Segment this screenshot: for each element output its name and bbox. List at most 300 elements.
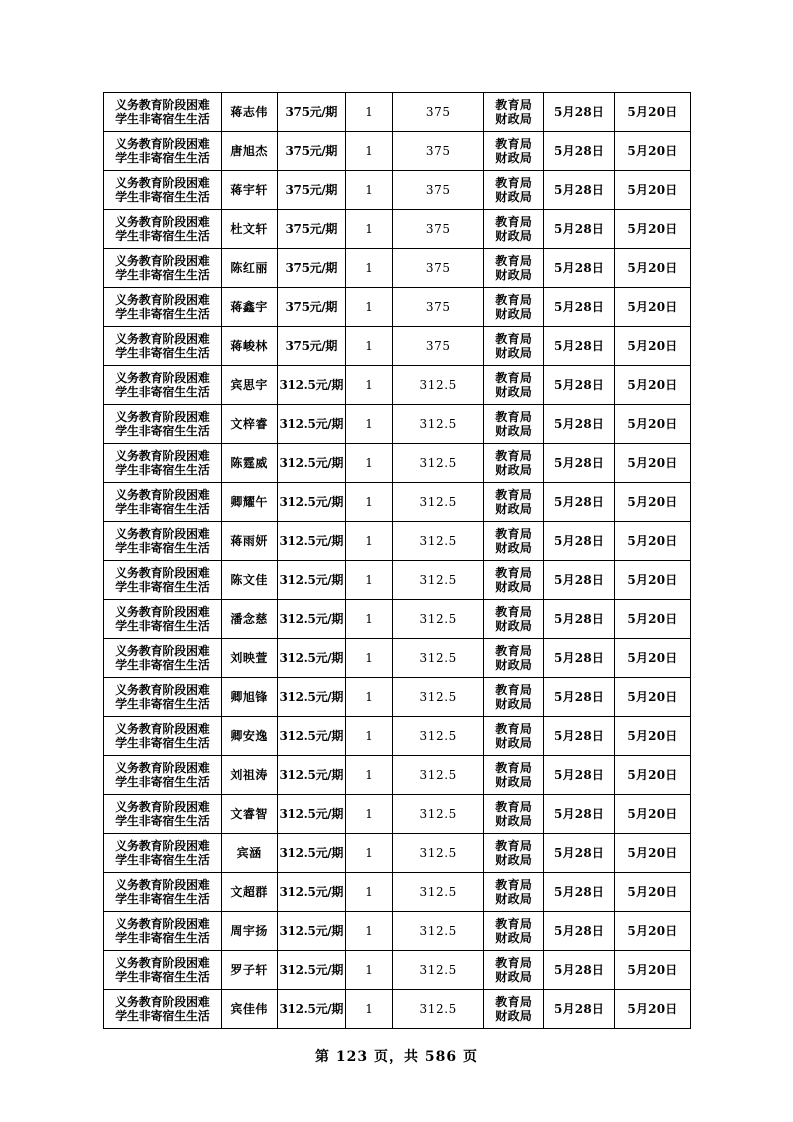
- project-line-1: 义务教育阶段困难: [115, 799, 210, 814]
- cell-department: [484, 366, 544, 405]
- cell-department: [484, 561, 544, 600]
- project-line-2: 学生非寄宿生生活: [115, 112, 210, 126]
- cell-standard: 312.5元/期: [277, 366, 346, 405]
- project-line-1: 义务教育阶段困难: [115, 721, 210, 736]
- table-row: [104, 600, 691, 639]
- cell-project: [104, 717, 222, 756]
- cell-date-1: 5月28日: [544, 327, 615, 366]
- cell-student-name: 陈文佳: [221, 561, 277, 600]
- cell-department: [484, 93, 544, 132]
- cell-amount: 375: [393, 249, 484, 288]
- subsidy-table-body: [104, 93, 691, 1029]
- cell-project: [104, 639, 222, 678]
- cell-standard: 375元/期: [277, 327, 346, 366]
- department-line-1: 教育局: [495, 682, 533, 697]
- cell-count: 1: [346, 249, 393, 288]
- cell-department: [484, 678, 544, 717]
- cell-student-name: 蒋宇轩: [221, 171, 277, 210]
- cell-count: 1: [346, 600, 393, 639]
- department-line-2: 财政局: [495, 658, 533, 672]
- cell-count: 1: [346, 717, 393, 756]
- cell-amount: 375: [393, 132, 484, 171]
- cell-department: [484, 249, 544, 288]
- cell-amount: 375: [393, 210, 484, 249]
- cell-student-name: 卿安逸: [221, 717, 277, 756]
- project-line-1: 义务教育阶段困难: [115, 214, 210, 229]
- cell-student-name: 宾涵: [221, 834, 277, 873]
- cell-amount: 312.5: [393, 912, 484, 951]
- cell-department: [484, 600, 544, 639]
- cell-date-1: 5月28日: [544, 93, 615, 132]
- cell-count: 1: [346, 990, 393, 1029]
- cell-date-2: 5月20日: [614, 444, 690, 483]
- cell-date-1: 5月28日: [544, 210, 615, 249]
- cell-amount: 312.5: [393, 951, 484, 990]
- cell-project: [104, 210, 222, 249]
- cell-student-name: 潘念慈: [221, 600, 277, 639]
- cell-date-2: 5月20日: [614, 522, 690, 561]
- cell-standard: 312.5元/期: [277, 795, 346, 834]
- project-line-1: 义务教育阶段困难: [115, 487, 210, 502]
- project-line-2: 学生非寄宿生生活: [115, 229, 210, 243]
- cell-standard: 312.5元/期: [277, 600, 346, 639]
- cell-student-name: 文超群: [221, 873, 277, 912]
- project-line-2: 学生非寄宿生生活: [115, 853, 210, 867]
- cell-date-1: 5月28日: [544, 678, 615, 717]
- cell-standard: 312.5元/期: [277, 951, 346, 990]
- cell-project: [104, 327, 222, 366]
- cell-count: 1: [346, 366, 393, 405]
- cell-count: 1: [346, 678, 393, 717]
- cell-date-1: 5月28日: [544, 600, 615, 639]
- department-line-2: 财政局: [495, 112, 533, 126]
- cell-department: [484, 756, 544, 795]
- cell-amount: 312.5: [393, 717, 484, 756]
- cell-standard: 312.5元/期: [277, 717, 346, 756]
- department-line-2: 财政局: [495, 151, 533, 165]
- cell-student-name: 卿旭锋: [221, 678, 277, 717]
- table-row: [104, 210, 691, 249]
- department-line-1: 教育局: [495, 604, 533, 619]
- project-line-1: 义务教育阶段困难: [115, 994, 210, 1009]
- cell-date-2: 5月20日: [614, 795, 690, 834]
- cell-student-name: 卿耀午: [221, 483, 277, 522]
- project-line-1: 义务教育阶段困难: [115, 604, 210, 619]
- project-line-1: 义务教育阶段困难: [115, 838, 210, 853]
- cell-date-1: 5月28日: [544, 405, 615, 444]
- cell-amount: 312.5: [393, 678, 484, 717]
- department-line-2: 财政局: [495, 853, 533, 867]
- cell-amount: 312.5: [393, 873, 484, 912]
- cell-count: 1: [346, 756, 393, 795]
- project-line-2: 学生非寄宿生生活: [115, 697, 210, 711]
- cell-count: 1: [346, 795, 393, 834]
- project-line-1: 义务教育阶段困难: [115, 682, 210, 697]
- department-line-1: 教育局: [495, 526, 533, 541]
- department-line-1: 教育局: [495, 97, 533, 112]
- table-row: [104, 756, 691, 795]
- cell-department: [484, 951, 544, 990]
- cell-project: [104, 834, 222, 873]
- cell-amount: 312.5: [393, 405, 484, 444]
- page-footer: 第 123 页，共 586 页: [315, 1049, 478, 1065]
- cell-date-2: 5月20日: [614, 288, 690, 327]
- table-row: [104, 366, 691, 405]
- project-line-1: 义务教育阶段困难: [115, 916, 210, 931]
- department-line-2: 财政局: [495, 385, 533, 399]
- project-line-2: 学生非寄宿生生活: [115, 619, 210, 633]
- project-line-2: 学生非寄宿生生活: [115, 580, 210, 594]
- cell-department: [484, 444, 544, 483]
- cell-date-2: 5月20日: [614, 834, 690, 873]
- cell-date-1: 5月28日: [544, 288, 615, 327]
- cell-amount: 375: [393, 327, 484, 366]
- project-line-2: 学生非寄宿生生活: [115, 775, 210, 789]
- cell-date-2: 5月20日: [614, 717, 690, 756]
- table-row: [104, 444, 691, 483]
- cell-department: [484, 327, 544, 366]
- cell-standard: 312.5元/期: [277, 756, 346, 795]
- cell-student-name: 蒋峻林: [221, 327, 277, 366]
- project-line-2: 学生非寄宿生生活: [115, 814, 210, 828]
- cell-standard: 375元/期: [277, 93, 346, 132]
- department-line-2: 财政局: [495, 580, 533, 594]
- cell-project: [104, 483, 222, 522]
- cell-count: 1: [346, 405, 393, 444]
- cell-amount: 312.5: [393, 522, 484, 561]
- project-line-1: 义务教育阶段困难: [115, 175, 210, 190]
- project-line-2: 学生非寄宿生生活: [115, 1009, 210, 1023]
- cell-project: [104, 288, 222, 327]
- department-line-2: 财政局: [495, 307, 533, 321]
- cell-date-2: 5月20日: [614, 171, 690, 210]
- department-line-2: 财政局: [495, 697, 533, 711]
- cell-date-2: 5月20日: [614, 678, 690, 717]
- project-line-2: 学生非寄宿生生活: [115, 931, 210, 945]
- cell-count: 1: [346, 834, 393, 873]
- cell-date-1: 5月28日: [544, 951, 615, 990]
- department-line-2: 财政局: [495, 190, 533, 204]
- cell-standard: 312.5元/期: [277, 873, 346, 912]
- cell-count: 1: [346, 873, 393, 912]
- cell-date-2: 5月20日: [614, 756, 690, 795]
- cell-count: 1: [346, 639, 393, 678]
- project-line-2: 学生非寄宿生生活: [115, 151, 210, 165]
- cell-standard: 312.5元/期: [277, 522, 346, 561]
- cell-department: [484, 717, 544, 756]
- department-line-1: 教育局: [495, 136, 533, 151]
- department-line-2: 财政局: [495, 541, 533, 555]
- department-line-1: 教育局: [495, 877, 533, 892]
- cell-standard: 312.5元/期: [277, 834, 346, 873]
- cell-amount: 312.5: [393, 366, 484, 405]
- cell-student-name: 周宇扬: [221, 912, 277, 951]
- cell-date-1: 5月28日: [544, 132, 615, 171]
- cell-department: [484, 834, 544, 873]
- cell-department: [484, 483, 544, 522]
- project-line-1: 义务教育阶段困难: [115, 565, 210, 580]
- cell-student-name: 刘映萱: [221, 639, 277, 678]
- department-line-1: 教育局: [495, 760, 533, 775]
- cell-amount: 312.5: [393, 756, 484, 795]
- cell-project: [104, 678, 222, 717]
- department-line-1: 教育局: [495, 643, 533, 658]
- cell-department: [484, 990, 544, 1029]
- project-line-1: 义务教育阶段困难: [115, 292, 210, 307]
- project-line-2: 学生非寄宿生生活: [115, 541, 210, 555]
- project-line-2: 学生非寄宿生生活: [115, 268, 210, 282]
- cell-project: [104, 132, 222, 171]
- department-line-2: 财政局: [495, 970, 533, 984]
- subsidy-table-wrapper: [103, 92, 691, 1029]
- cell-project: [104, 912, 222, 951]
- cell-student-name: 蒋志伟: [221, 93, 277, 132]
- cell-date-2: 5月20日: [614, 873, 690, 912]
- department-line-1: 教育局: [495, 799, 533, 814]
- table-row: [104, 405, 691, 444]
- cell-department: [484, 522, 544, 561]
- department-line-1: 教育局: [495, 565, 533, 580]
- cell-project: [104, 951, 222, 990]
- department-line-1: 教育局: [495, 448, 533, 463]
- project-line-2: 学生非寄宿生生活: [115, 307, 210, 321]
- cell-project: [104, 405, 222, 444]
- department-line-1: 教育局: [495, 331, 533, 346]
- cell-project: [104, 756, 222, 795]
- cell-date-1: 5月28日: [544, 483, 615, 522]
- cell-standard: 375元/期: [277, 210, 346, 249]
- cell-standard: 312.5元/期: [277, 444, 346, 483]
- cell-standard: 312.5元/期: [277, 405, 346, 444]
- table-row: [104, 93, 691, 132]
- project-line-2: 学生非寄宿生生活: [115, 502, 210, 516]
- cell-standard: 312.5元/期: [277, 678, 346, 717]
- cell-date-2: 5月20日: [614, 210, 690, 249]
- department-line-1: 教育局: [495, 214, 533, 229]
- cell-standard: 312.5元/期: [277, 639, 346, 678]
- cell-department: [484, 795, 544, 834]
- department-line-2: 财政局: [495, 775, 533, 789]
- cell-department: [484, 132, 544, 171]
- department-line-1: 教育局: [495, 721, 533, 736]
- cell-project: [104, 366, 222, 405]
- cell-amount: 312.5: [393, 561, 484, 600]
- project-line-1: 义务教育阶段困难: [115, 370, 210, 385]
- cell-standard: 312.5元/期: [277, 483, 346, 522]
- cell-date-1: 5月28日: [544, 756, 615, 795]
- project-line-1: 义务教育阶段困难: [115, 955, 210, 970]
- department-line-1: 教育局: [495, 409, 533, 424]
- table-row: [104, 249, 691, 288]
- table-row: [104, 912, 691, 951]
- cell-amount: 312.5: [393, 600, 484, 639]
- cell-project: [104, 873, 222, 912]
- cell-department: [484, 405, 544, 444]
- cell-project: [104, 990, 222, 1029]
- cell-date-1: 5月28日: [544, 990, 615, 1029]
- department-line-2: 财政局: [495, 736, 533, 750]
- cell-date-1: 5月28日: [544, 561, 615, 600]
- project-line-2: 学生非寄宿生生活: [115, 463, 210, 477]
- table-row: [104, 327, 691, 366]
- project-line-1: 义务教育阶段困难: [115, 136, 210, 151]
- project-line-1: 义务教育阶段困难: [115, 760, 210, 775]
- department-line-1: 教育局: [495, 955, 533, 970]
- cell-date-2: 5月20日: [614, 561, 690, 600]
- cell-project: [104, 171, 222, 210]
- department-line-2: 财政局: [495, 463, 533, 477]
- table-row: [104, 171, 691, 210]
- cell-project: [104, 522, 222, 561]
- table-row: [104, 483, 691, 522]
- department-line-2: 财政局: [495, 814, 533, 828]
- cell-department: [484, 639, 544, 678]
- cell-date-1: 5月28日: [544, 639, 615, 678]
- cell-amount: 312.5: [393, 990, 484, 1029]
- table-row: [104, 795, 691, 834]
- cell-amount: 375: [393, 171, 484, 210]
- cell-count: 1: [346, 93, 393, 132]
- cell-count: 1: [346, 132, 393, 171]
- cell-standard: 375元/期: [277, 171, 346, 210]
- cell-standard: 312.5元/期: [277, 912, 346, 951]
- cell-department: [484, 171, 544, 210]
- cell-student-name: 陈红丽: [221, 249, 277, 288]
- project-line-1: 义务教育阶段困难: [115, 643, 210, 658]
- cell-count: 1: [346, 327, 393, 366]
- project-line-1: 义务教育阶段困难: [115, 526, 210, 541]
- cell-date-2: 5月20日: [614, 483, 690, 522]
- project-line-2: 学生非寄宿生生活: [115, 970, 210, 984]
- table-row: [104, 990, 691, 1029]
- cell-student-name: 宾佳伟: [221, 990, 277, 1029]
- cell-standard: 375元/期: [277, 249, 346, 288]
- department-line-1: 教育局: [495, 994, 533, 1009]
- cell-project: [104, 561, 222, 600]
- department-line-1: 教育局: [495, 292, 533, 307]
- department-line-2: 财政局: [495, 619, 533, 633]
- cell-student-name: 蒋雨妍: [221, 522, 277, 561]
- cell-amount: 312.5: [393, 795, 484, 834]
- cell-amount: 375: [393, 93, 484, 132]
- cell-department: [484, 873, 544, 912]
- department-line-2: 财政局: [495, 1009, 533, 1023]
- cell-student-name: 蒋鑫宇: [221, 288, 277, 327]
- cell-count: 1: [346, 483, 393, 522]
- cell-date-1: 5月28日: [544, 717, 615, 756]
- project-line-1: 义务教育阶段困难: [115, 448, 210, 463]
- cell-standard: 312.5元/期: [277, 561, 346, 600]
- cell-amount: 375: [393, 288, 484, 327]
- cell-date-2: 5月20日: [614, 366, 690, 405]
- project-line-2: 学生非寄宿生生活: [115, 424, 210, 438]
- table-row: [104, 639, 691, 678]
- cell-department: [484, 912, 544, 951]
- department-line-2: 财政局: [495, 346, 533, 360]
- cell-student-name: 文梓睿: [221, 405, 277, 444]
- cell-date-1: 5月28日: [544, 249, 615, 288]
- cell-date-1: 5月28日: [544, 795, 615, 834]
- table-row: [104, 873, 691, 912]
- cell-count: 1: [346, 210, 393, 249]
- cell-date-2: 5月20日: [614, 327, 690, 366]
- department-line-1: 教育局: [495, 916, 533, 931]
- cell-date-1: 5月28日: [544, 873, 615, 912]
- cell-project: [104, 93, 222, 132]
- table-row: [104, 834, 691, 873]
- cell-date-2: 5月20日: [614, 990, 690, 1029]
- project-line-2: 学生非寄宿生生活: [115, 658, 210, 672]
- department-line-2: 财政局: [495, 424, 533, 438]
- cell-project: [104, 249, 222, 288]
- cell-date-2: 5月20日: [614, 249, 690, 288]
- cell-date-1: 5月28日: [544, 171, 615, 210]
- subsidy-table: [103, 92, 691, 1029]
- table-row: [104, 561, 691, 600]
- cell-count: 1: [346, 171, 393, 210]
- project-line-2: 学生非寄宿生生活: [115, 385, 210, 399]
- cell-student-name: 唐旭杰: [221, 132, 277, 171]
- cell-date-1: 5月28日: [544, 366, 615, 405]
- cell-amount: 312.5: [393, 639, 484, 678]
- cell-date-2: 5月20日: [614, 639, 690, 678]
- cell-date-1: 5月28日: [544, 834, 615, 873]
- cell-project: [104, 600, 222, 639]
- cell-date-2: 5月20日: [614, 912, 690, 951]
- cell-amount: 312.5: [393, 834, 484, 873]
- cell-student-name: 陈霆威: [221, 444, 277, 483]
- department-line-2: 财政局: [495, 892, 533, 906]
- project-line-2: 学生非寄宿生生活: [115, 892, 210, 906]
- cell-student-name: 文睿智: [221, 795, 277, 834]
- cell-project: [104, 795, 222, 834]
- department-line-1: 教育局: [495, 370, 533, 385]
- table-row: [104, 717, 691, 756]
- project-line-2: 学生非寄宿生生活: [115, 736, 210, 750]
- cell-date-1: 5月28日: [544, 444, 615, 483]
- department-line-2: 财政局: [495, 268, 533, 282]
- cell-standard: 375元/期: [277, 288, 346, 327]
- cell-student-name: 罗子轩: [221, 951, 277, 990]
- cell-department: [484, 288, 544, 327]
- project-line-2: 学生非寄宿生生活: [115, 346, 210, 360]
- department-line-1: 教育局: [495, 838, 533, 853]
- project-line-2: 学生非寄宿生生活: [115, 190, 210, 204]
- cell-standard: 312.5元/期: [277, 990, 346, 1029]
- cell-amount: 312.5: [393, 483, 484, 522]
- department-line-2: 财政局: [495, 502, 533, 516]
- table-row: [104, 132, 691, 171]
- cell-date-1: 5月28日: [544, 912, 615, 951]
- project-line-1: 义务教育阶段困难: [115, 877, 210, 892]
- cell-student-name: 刘祖涛: [221, 756, 277, 795]
- project-line-1: 义务教育阶段困难: [115, 409, 210, 424]
- department-line-1: 教育局: [495, 253, 533, 268]
- cell-count: 1: [346, 561, 393, 600]
- cell-date-2: 5月20日: [614, 132, 690, 171]
- cell-project: [104, 444, 222, 483]
- cell-date-1: 5月28日: [544, 522, 615, 561]
- cell-amount: 312.5: [393, 444, 484, 483]
- department-line-1: 教育局: [495, 175, 533, 190]
- cell-count: 1: [346, 444, 393, 483]
- department-line-2: 财政局: [495, 229, 533, 243]
- cell-count: 1: [346, 288, 393, 327]
- cell-date-2: 5月20日: [614, 93, 690, 132]
- project-line-1: 义务教育阶段困难: [115, 253, 210, 268]
- cell-date-2: 5月20日: [614, 600, 690, 639]
- cell-student-name: 杜文轩: [221, 210, 277, 249]
